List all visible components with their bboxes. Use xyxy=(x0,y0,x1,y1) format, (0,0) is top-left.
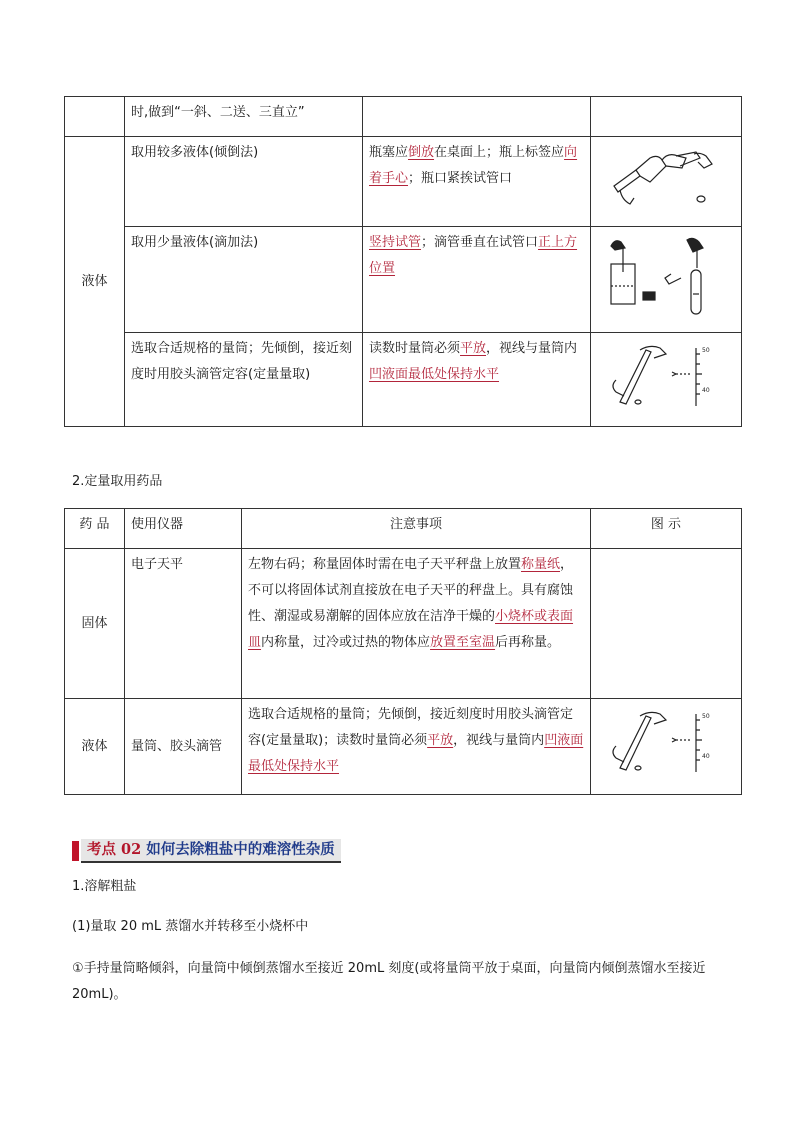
note-text: 左物右码；称量固体时需在电子天平秤盘上放置 xyxy=(248,557,522,572)
note-text: 后再称量。 xyxy=(495,635,561,650)
section-title-quantitative: 2.定量取用药品 xyxy=(72,474,163,489)
method-measuring: 选取合适规格的量筒；先倾倒，接近刻度时用胶头滴管定容(定量量取) xyxy=(125,333,363,427)
banner-text: 如何去除粗盐中的难溶性杂质 xyxy=(146,841,335,858)
drug-liquid: 液体 xyxy=(65,699,125,795)
underlined-keyword: 称量纸 xyxy=(521,557,561,572)
note-dropping xyxy=(363,227,591,333)
quantitative-table xyxy=(64,508,742,795)
paragraph-dissolve: 1.溶解粗盐 xyxy=(72,879,137,894)
note-text: ；瓶口紧挨试管口 xyxy=(408,171,513,186)
note-text: ，不可以将固体试剂直接放在电子天平的秤盘上。具有腐蚀性、潮湿或易潮解的固体应放在洁净干燥的 xyxy=(248,557,574,624)
table1-row0-text: 时,做到“一斜、二送、三直立” xyxy=(125,97,363,137)
underlined-keyword: 平放 xyxy=(427,733,454,748)
note-text: 在桌面上；瓶上标签应 xyxy=(434,145,565,160)
note-liquid xyxy=(242,699,591,795)
section-banner xyxy=(72,840,341,862)
underlined-keyword: 放置至室温 xyxy=(430,635,496,650)
dropper-icon xyxy=(601,234,731,324)
banner-prefix: 考点 02 xyxy=(87,841,142,858)
underlined-keyword: 向着手心 xyxy=(369,145,578,186)
table1-cell-empty xyxy=(65,97,125,137)
graduated-cylinder-icon xyxy=(606,706,726,776)
svg-text:50: 50 xyxy=(702,347,710,354)
liquid-handling-table xyxy=(64,96,742,427)
header-drug: 药 品 xyxy=(65,509,125,549)
note-text: 选取合适规格的量筒；先倾倒，接近刻度时用胶头滴管定容(定量量取)；读数时量筒必须 xyxy=(248,707,574,748)
figure-cell xyxy=(591,333,742,427)
header-notes: 注意事项 xyxy=(242,509,591,549)
underlined-keyword: 平放 xyxy=(460,341,487,356)
method-dropping: 取用少量液体(滴加法) xyxy=(125,227,363,333)
instrument-balance: 电子天平 xyxy=(125,549,242,699)
underlined-keyword: 正上方位置 xyxy=(369,235,578,276)
instrument-cylinder-dropper: 量筒、胶头滴管 xyxy=(125,699,242,795)
note-text: ，视线与量筒内 xyxy=(453,733,545,748)
method-pouring: 取用较多液体(倾倒法) xyxy=(125,137,363,227)
figure-cell xyxy=(591,227,742,333)
underlined-keyword: 倒放 xyxy=(408,145,435,160)
figure-cell xyxy=(591,549,742,699)
note-text: ；滴管垂直在试管口 xyxy=(421,235,539,250)
note-measuring xyxy=(363,333,591,427)
svg-text:40: 40 xyxy=(702,387,710,394)
banner-title xyxy=(81,839,341,863)
graduated-cylinder-icon xyxy=(606,340,726,410)
paragraph-step1: (1)量取 20 mL 蒸馏水并转移至小烧杯中 xyxy=(72,919,309,934)
scale-label-bottom: 40 xyxy=(702,753,710,760)
note-text: ，视线与量筒内 xyxy=(486,341,578,356)
paragraph-step1-detail: ①手持量筒略倾斜，向量筒中倾倒蒸馏水至接近 20mL 刻度(或将量筒平放于桌面，向量筒内倾倒蒸馏水至接近 20mL)。 xyxy=(72,961,706,1002)
header-figure: 图 示 xyxy=(591,509,742,549)
underlined-keyword: 凹液面最低处保持水平 xyxy=(369,367,500,382)
note-text: 瓶塞应 xyxy=(369,145,409,160)
table1-cell-empty xyxy=(591,97,742,137)
note-text: 内称量，过冷或过热的物体应 xyxy=(261,635,431,650)
group-label-liquid: 液体 xyxy=(65,137,125,427)
underlined-keyword: 小烧杯或表面皿 xyxy=(248,609,574,650)
figure-cell xyxy=(591,137,742,227)
underlined-keyword: 凹液面最低处保持水平 xyxy=(248,733,584,774)
banner-marker xyxy=(72,841,79,861)
pouring-liquid-icon xyxy=(606,144,726,214)
drug-solid: 固体 xyxy=(65,549,125,699)
table1-cell-empty xyxy=(363,97,591,137)
scale-label-top: 50 xyxy=(702,713,710,720)
figure-cell xyxy=(591,699,742,795)
underlined-keyword: 竖持试管 xyxy=(369,235,422,250)
header-instrument: 使用仪器 xyxy=(125,509,242,549)
note-pouring xyxy=(363,137,591,227)
note-solid xyxy=(242,549,591,699)
note-text: 读数时量筒必须 xyxy=(369,341,461,356)
